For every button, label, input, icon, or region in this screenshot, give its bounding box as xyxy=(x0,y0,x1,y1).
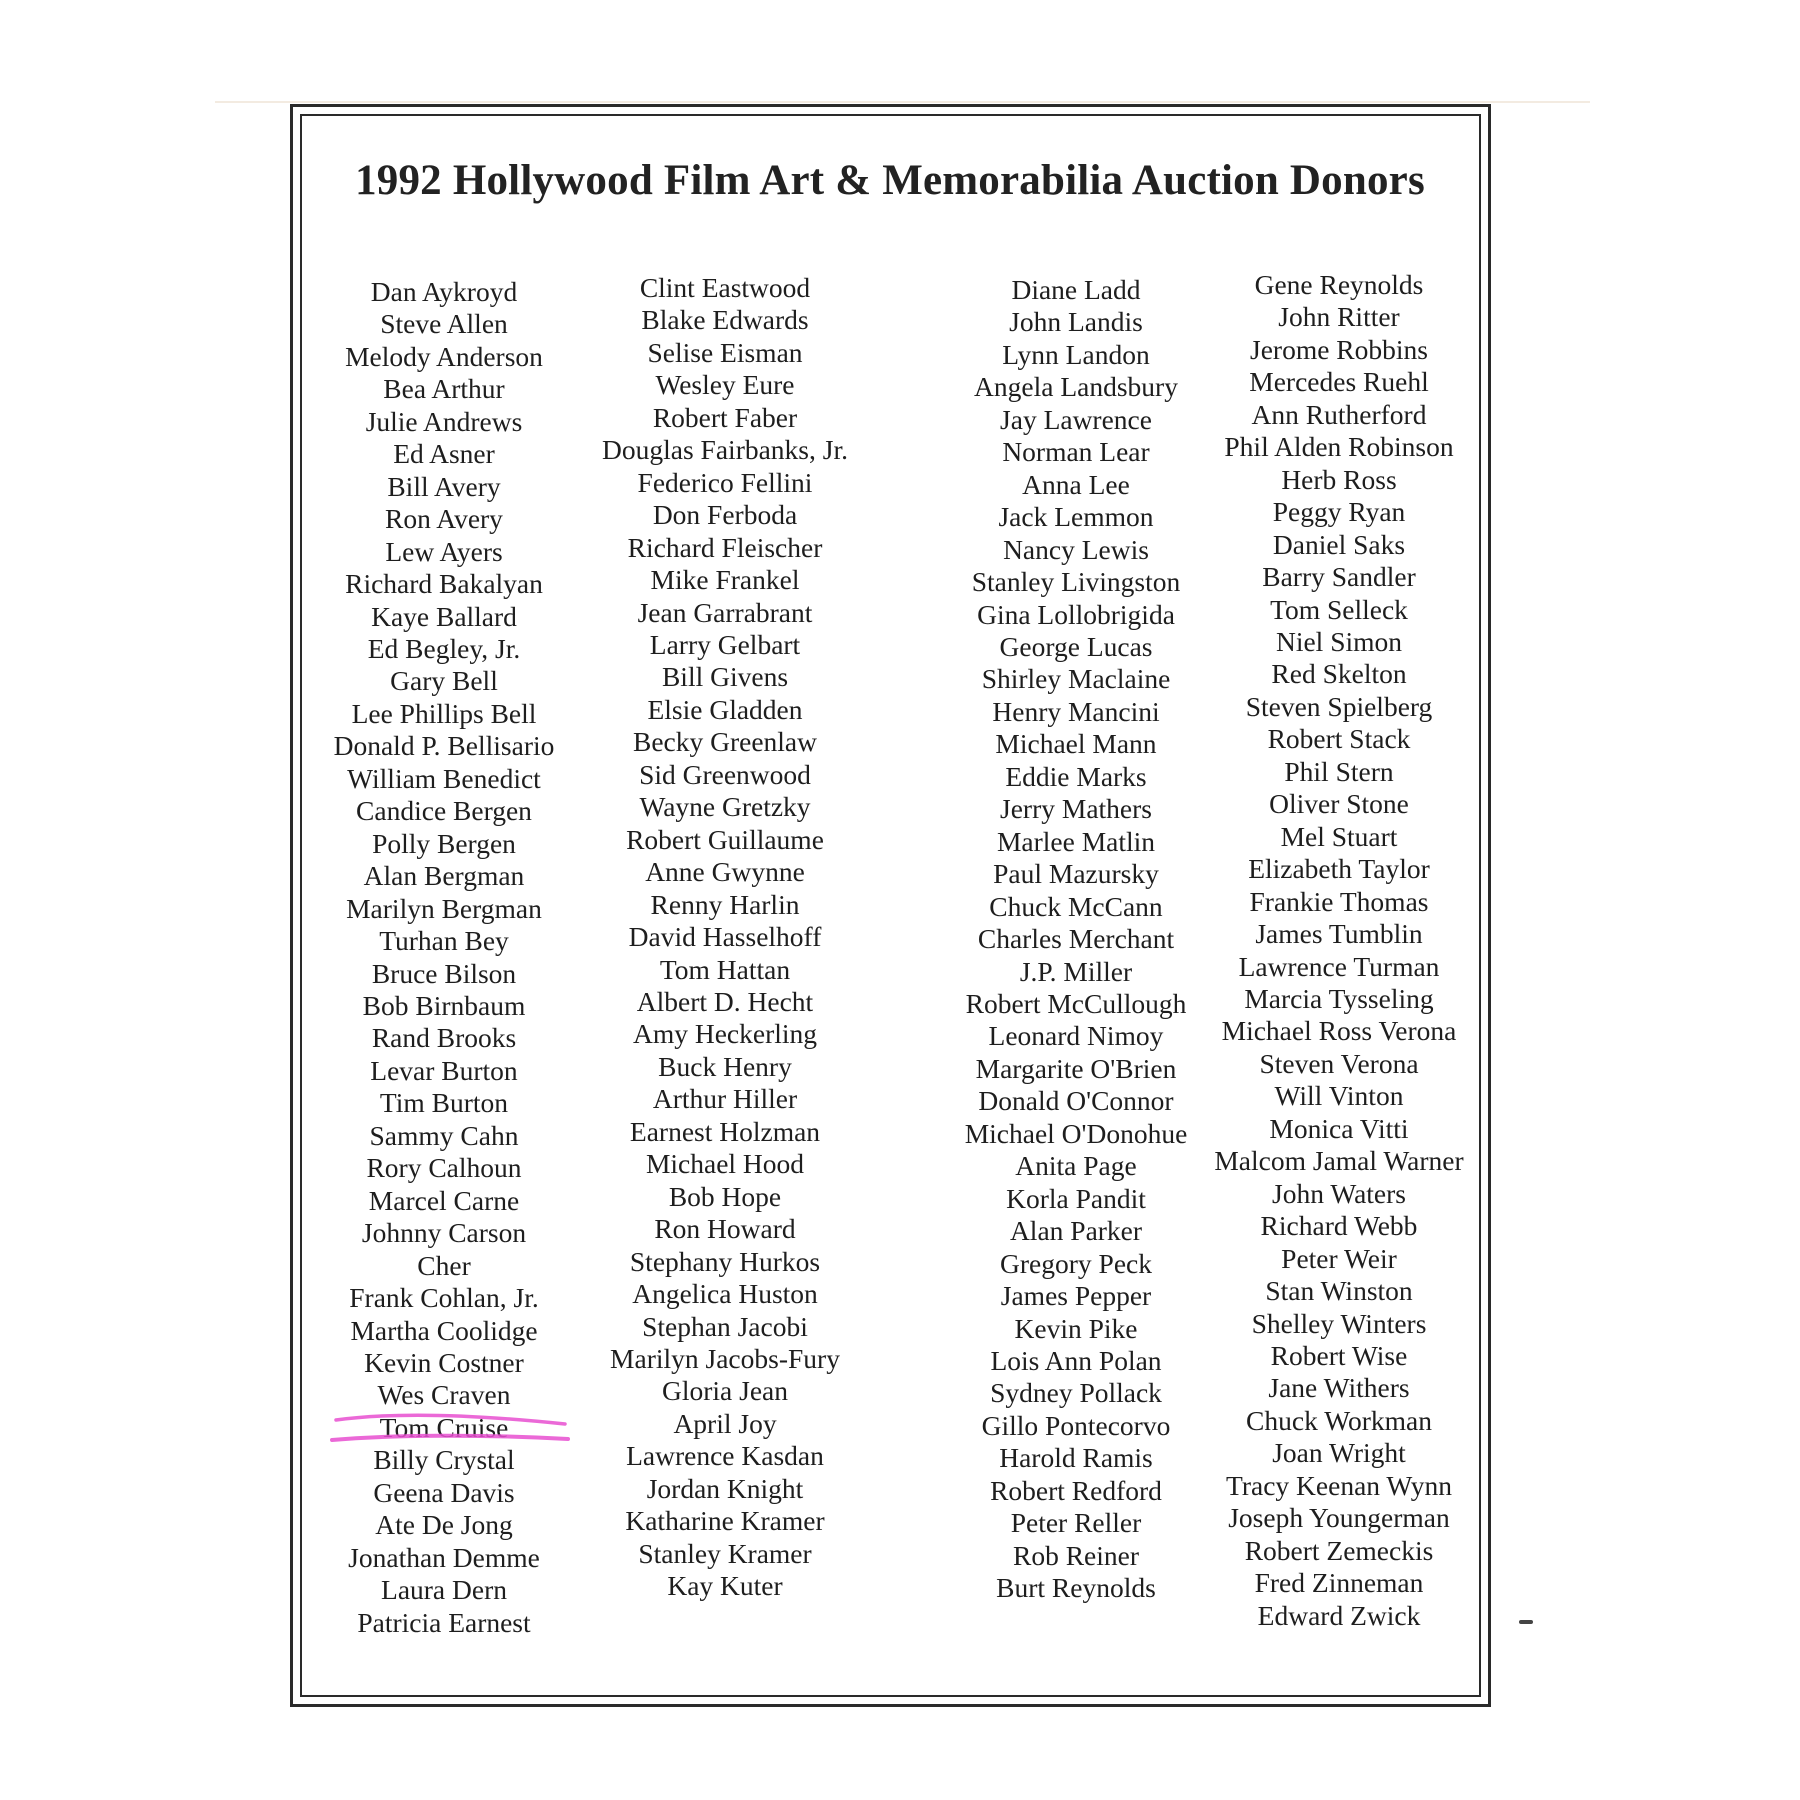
donor-name: Robert McCullough xyxy=(965,987,1187,1019)
donor-name: J.P. Miller xyxy=(1019,955,1133,987)
donor-name: Billy Crystal xyxy=(373,1444,515,1476)
donor-name: Cher xyxy=(417,1249,471,1281)
donor-name: Kay Kuter xyxy=(667,1570,783,1602)
donor-name: Gary Bell xyxy=(390,665,498,697)
donor-name: Mike Frankel xyxy=(650,564,800,596)
donor-name: Mel Stuart xyxy=(1280,820,1398,852)
donor-name: Lee Phillips Bell xyxy=(351,697,537,729)
donor-name: Sid Greenwood xyxy=(639,758,811,790)
donor-name: Federico Fellini xyxy=(637,466,813,498)
donor-name: Katharine Kramer xyxy=(625,1505,825,1537)
donor-name: Frank Cohlan, Jr. xyxy=(349,1282,539,1314)
donor-name: Shelley Winters xyxy=(1251,1307,1427,1339)
donor-name: Jerry Mathers xyxy=(1000,793,1152,825)
donor-name: Jean Garrabrant xyxy=(637,596,813,628)
donor-name: Robert Wise xyxy=(1270,1339,1408,1371)
donor-name: Steven Verona xyxy=(1259,1047,1419,1079)
donor-name: William Benedict xyxy=(347,762,541,794)
pink-highlight-mark xyxy=(330,1408,570,1448)
donor-name: Anita Page xyxy=(1015,1150,1137,1182)
donor-name: Melody Anderson xyxy=(345,340,543,372)
donor-name: Michael Hood xyxy=(645,1148,805,1180)
donor-name: Norman Lear xyxy=(1002,436,1150,468)
donor-name: Robert Stack xyxy=(1267,723,1411,755)
donor-name: Rob Reiner xyxy=(1012,1539,1140,1571)
donor-name: Clint Eastwood xyxy=(639,272,811,303)
donor-name: Angelica Huston xyxy=(632,1278,818,1310)
donor-name: Richard Webb xyxy=(1260,1210,1418,1242)
donor-name: Johnny Carson xyxy=(361,1217,527,1249)
donor-name: Stan Winston xyxy=(1265,1275,1413,1307)
donor-name: Paul Mazursky xyxy=(993,858,1159,890)
donor-name: Eddie Marks xyxy=(1005,760,1147,792)
donor-name: Levar Burton xyxy=(370,1054,518,1086)
donor-name: Tom Cruise xyxy=(379,1411,509,1443)
donor-name: Marcia Tysseling xyxy=(1244,982,1434,1014)
donor-name: Burt Reynolds xyxy=(996,1572,1156,1604)
donor-name: Ron Howard xyxy=(654,1213,796,1245)
donor-name: Will Vinton xyxy=(1274,1080,1404,1112)
donor-name: Donald O'Connor xyxy=(978,1085,1174,1117)
donor-name: Marlee Matlin xyxy=(996,825,1156,857)
donor-name: Wesley Eure xyxy=(655,369,795,401)
donor-name: Henry Mancini xyxy=(992,695,1160,727)
donor-name: Charles Merchant xyxy=(977,923,1175,955)
donor-name: Peter Reller xyxy=(1010,1507,1142,1539)
donor-name: Sydney Pollack xyxy=(990,1377,1162,1409)
donor-name: Margarite O'Brien xyxy=(975,1052,1177,1084)
donor-name: Steve Allen xyxy=(380,308,508,340)
donor-name: Joseph Youngerman xyxy=(1228,1502,1450,1534)
donor-name: John Ritter xyxy=(1278,301,1400,333)
donor-name: Laura Dern xyxy=(381,1574,507,1606)
donor-name: Marilyn Bergman xyxy=(346,892,542,924)
donor-name: Lois Ann Polan xyxy=(990,1344,1162,1376)
donor-name: Gillo Pontecorvo xyxy=(981,1409,1171,1441)
donor-name: Robert Faber xyxy=(652,401,798,433)
donor-name: James Tumblin xyxy=(1255,918,1423,950)
donor-name: April Joy xyxy=(673,1407,777,1439)
donor-name: Gina Lollobrigida xyxy=(977,598,1175,630)
donor-column-2 xyxy=(575,272,875,1603)
donor-name: Red Skelton xyxy=(1271,658,1407,690)
donor-name: Alan Parker xyxy=(1009,1215,1143,1247)
donor-name: Ed Asner xyxy=(393,438,495,470)
donor-name: Bruce Bilson xyxy=(371,957,517,989)
donor-name: Shirley Maclaine xyxy=(981,663,1171,695)
donor-name: Kevin Pike xyxy=(1014,1312,1138,1344)
donor-name: Elizabeth Taylor xyxy=(1248,853,1430,885)
donor-name: Douglas Fairbanks, Jr. xyxy=(602,434,848,466)
donor-name: Joan Wright xyxy=(1272,1437,1406,1469)
donor-name: Lawrence Kasdan xyxy=(626,1440,824,1472)
donor-name: Lawrence Turman xyxy=(1238,950,1440,982)
donor-name: Bea Arthur xyxy=(383,373,505,405)
donor-name: Jane Withers xyxy=(1268,1372,1410,1404)
donor-name: Patricia Earnest xyxy=(357,1606,531,1638)
donor-name: Frankie Thomas xyxy=(1249,885,1429,917)
donor-name: Malcom Jamal Warner xyxy=(1214,1145,1464,1177)
donor-name: Wes Craven xyxy=(377,1379,511,1411)
donor-name: Jay Lawrence xyxy=(1000,403,1152,435)
donor-name: Ed Begley, Jr. xyxy=(367,632,521,664)
donor-name: Anne Gwynne xyxy=(645,856,805,888)
donor-name: Turhan Bey xyxy=(379,925,509,957)
donor-name: Herb Ross xyxy=(1281,463,1397,495)
donor-name: Stephany Hurkos xyxy=(629,1245,821,1277)
donor-name: Tim Burton xyxy=(379,1087,509,1119)
donor-name: David Hasselhoff xyxy=(628,921,822,953)
donor-name: Richard Fleischer xyxy=(627,531,823,563)
donor-name: Jonathan Demme xyxy=(348,1541,540,1573)
donor-name: Gregory Peck xyxy=(1000,1247,1152,1279)
donor-name: Tracy Keenan Wynn xyxy=(1226,1469,1452,1501)
donor-name: Bob Birnbaum xyxy=(362,989,526,1021)
donor-name: Bob Hope xyxy=(668,1180,782,1212)
donor-name: Kevin Costner xyxy=(364,1346,524,1378)
donor-name: Rory Calhoun xyxy=(366,1152,522,1184)
donor-name: Peggy Ryan xyxy=(1272,496,1406,528)
donor-name: Becky Greenlaw xyxy=(632,726,817,758)
donor-name: Michael Mann xyxy=(995,728,1157,760)
donor-name: Robert Zemeckis xyxy=(1244,1534,1434,1566)
donor-name: Marilyn Jacobs-Fury xyxy=(610,1342,840,1374)
donor-name: Earnest Holzman xyxy=(629,1115,821,1147)
donor-name: Dan Aykroyd xyxy=(370,276,518,307)
donor-name: Marcel Carne xyxy=(368,1184,520,1216)
donor-name: Gene Reynolds xyxy=(1254,269,1424,300)
donor-name: James Pepper xyxy=(1000,1280,1152,1312)
donor-name: Alan Bergman xyxy=(363,860,525,892)
donor-name: Harold Ramis xyxy=(999,1442,1153,1474)
donor-name: Rand Brooks xyxy=(371,1022,517,1054)
document-title: 1992 Hollywood Film Art & Memorabilia Auction Donors xyxy=(355,157,1425,204)
donor-name: Anna Lee xyxy=(1022,468,1130,500)
donor-name: Nancy Lewis xyxy=(1003,533,1149,565)
donor-name: Edward Zwick xyxy=(1257,1599,1421,1631)
donor-name: Mercedes Ruehl xyxy=(1249,366,1429,398)
donor-name: George Lucas xyxy=(999,630,1153,662)
donor-name: Stanley Kramer xyxy=(638,1537,812,1569)
donor-name: Peter Weir xyxy=(1281,1242,1397,1274)
donor-name: Ron Avery xyxy=(385,503,503,535)
donor-name: Elsie Gladden xyxy=(647,693,803,725)
donor-name: John Landis xyxy=(1009,306,1143,338)
donor-name: Daniel Saks xyxy=(1272,528,1406,560)
donor-name: Donald P. Bellisario xyxy=(333,730,555,762)
donor-name: Candice Bergen xyxy=(356,795,532,827)
paper-edge xyxy=(215,101,1590,103)
donor-name: Martha Coolidge xyxy=(350,1314,538,1346)
donor-name: Kaye Ballard xyxy=(371,600,517,632)
donor-name: Richard Bakalyan xyxy=(345,568,543,600)
donor-column-3 xyxy=(926,274,1226,1605)
donor-name: Geena Davis xyxy=(373,1476,515,1508)
donor-name: Tom Hattan xyxy=(659,953,791,985)
donor-name: Oliver Stone xyxy=(1269,788,1409,820)
donor-name: Fred Zinneman xyxy=(1254,1567,1424,1599)
donor-name: Renny Harlin xyxy=(650,888,800,920)
donor-name: Gloria Jean xyxy=(662,1375,788,1407)
donor-name: Polly Bergen xyxy=(372,827,516,859)
donor-name: Jerome Robbins xyxy=(1250,333,1428,365)
donor-name: Monica Vitti xyxy=(1269,1112,1409,1144)
donor-name: Ate De Jong xyxy=(375,1509,513,1541)
donor-name: Wayne Gretzky xyxy=(639,791,811,823)
donor-name: Robert Guillaume xyxy=(626,823,824,855)
donor-name: Tom Selleck xyxy=(1270,593,1408,625)
donor-name: Blake Edwards xyxy=(641,304,809,336)
donor-name: Larry Gelbart xyxy=(649,628,801,660)
donor-name: Lynn Landon xyxy=(1002,338,1150,370)
donor-column-4 xyxy=(1189,269,1489,1632)
donor-name: Julie Andrews xyxy=(365,405,523,437)
donor-name: Don Ferboda xyxy=(652,499,798,531)
donor-name: Michael O'Donohue xyxy=(964,1117,1188,1149)
donor-name: John Waters xyxy=(1272,1177,1406,1209)
donor-name: Amy Heckerling xyxy=(632,1018,818,1050)
donor-name: Robert Redford xyxy=(990,1474,1162,1506)
donor-name: Chuck McCann xyxy=(989,890,1163,922)
donor-name: Jack Lemmon xyxy=(998,501,1154,533)
donor-name: Barry Sandler xyxy=(1262,561,1416,593)
donor-name: Jordan Knight xyxy=(646,1472,804,1504)
donor-name: Phil Stern xyxy=(1284,755,1394,787)
stray-mark xyxy=(1519,1620,1533,1624)
donor-name: Buck Henry xyxy=(658,1050,792,1082)
donor-name: Sammy Cahn xyxy=(369,1119,519,1151)
donor-name: Stanley Livingston xyxy=(971,566,1181,598)
donor-name: Steven Spielberg xyxy=(1245,690,1433,722)
donor-name: Arthur Hiller xyxy=(652,1083,798,1115)
donor-name: Bill Avery xyxy=(387,470,501,502)
donor-name: Stephan Jacobi xyxy=(642,1310,808,1342)
donor-name: Selise Eisman xyxy=(647,336,803,368)
donor-name: Niel Simon xyxy=(1275,625,1403,657)
donor-name: Diane Ladd xyxy=(1011,274,1141,305)
donor-name: Lew Ayers xyxy=(385,535,503,567)
donor-name: Albert D. Hecht xyxy=(636,985,814,1017)
donor-name: Phil Alden Robinson xyxy=(1224,431,1454,463)
donor-name: Bill Givens xyxy=(661,661,789,693)
donor-name: Michael Ross Verona xyxy=(1221,1015,1457,1047)
donor-name: Angela Landsbury xyxy=(974,371,1178,403)
donor-name: Korla Pandit xyxy=(1006,1182,1146,1214)
donor-name: Chuck Workman xyxy=(1246,1404,1432,1436)
donor-name: Ann Rutherford xyxy=(1251,398,1427,430)
donor-name: Leonard Nimoy xyxy=(988,1020,1164,1052)
